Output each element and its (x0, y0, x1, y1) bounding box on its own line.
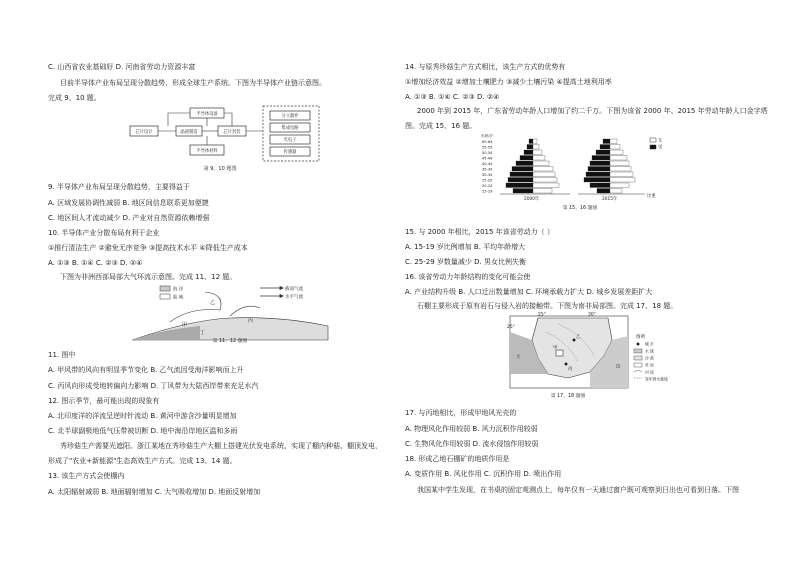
q8-options-cd: C. 山西省农业基础好 D. 河南省劳动力资源丰富 (48, 63, 196, 71)
q15-options-ab: A. 15-19 岁比例增加 B. 平均年龄增大 (405, 243, 526, 251)
q18-stem: 18. 形成乙地石棚矿的地质作用是 (405, 455, 510, 463)
population-pyramid-figure (480, 132, 680, 212)
box-packaging: 芯片封装 (223, 130, 241, 135)
year-2000: 2000年 (524, 197, 540, 202)
semiconductor-chain-figure (128, 104, 333, 174)
fig2-caption: 第 11、12 题图 (212, 339, 248, 344)
lat-25: 25° (507, 325, 515, 330)
q11-options-ab: A. 甲风带的风向有明显季节变化 B. 乙气流因受海洋影响而上升 (48, 366, 244, 374)
age-label: 50-54 (482, 151, 493, 155)
q16-options: A. 产业结构升级 B. 人口迁出数量增加 C. 环境承载力扩大 D. 城乡发展差距扩大 (405, 288, 653, 296)
intro-13-14: 秀珍菇生产需要光遮阳。浙江某地在秀珍菇生产大棚上搭建光伏发电系统，实现了棚内种菇、棚顶发电， (60, 442, 382, 450)
q15-stem: 15. 与 2000 年相比，2015 年该省劳动力（ ） (405, 228, 554, 236)
right-column (405, 0, 785, 566)
q12-options-cd: C. 北半球副极地低气压带被切断 D. 地中海沿岸地区温和多雨 (48, 427, 238, 435)
q15-options-cd: C. 25-29 岁数量减少 D. 男女比例失衡 (405, 258, 526, 266)
map-legend-title: 图例 (636, 335, 645, 340)
q9-options-cd: C. 地区间人才流动减少 D. 产业对自然资源依赖增强 (48, 214, 210, 222)
box-equipment: 半导体设备 (196, 112, 218, 117)
mark-bing: 丙 (248, 318, 254, 324)
q17-options-ab: A. 物理风化作用较弱 B. 风力沉积作用较弱 (405, 425, 538, 433)
q11-stem: 11. 图中 (48, 351, 76, 359)
legend-desert: 沙 漠 (645, 355, 654, 361)
legend-river: 河 流 (645, 369, 654, 375)
q14-items: ①增加经济效益 ②增加土壤肥力 ③减少土壤污染 ④提高土地利用率 (405, 78, 612, 86)
q10-stem: 10. 半导体产业分散布局有利于企业 (48, 229, 160, 237)
age-label: 20-24 (482, 184, 493, 188)
box-discrete: 分立器件 (281, 114, 299, 119)
q12-options-ab: A. 北印度洋的洋流呈逆时针流动 B. 黄河中游含沙量明显增加 (48, 412, 237, 420)
q14-options: A. ①③ B. ①④ C. ②③ D. ②④ (405, 93, 500, 101)
q12-stem: 12. 图示季节，最可能出现的现象有 (48, 397, 160, 405)
fig3-caption: 第 15、16 题图 (562, 206, 598, 211)
age-label: 30-34 (482, 173, 493, 177)
legend-male: 男 (658, 145, 663, 151)
left-column (0, 0, 380, 566)
box-ic: 集成电路 (281, 126, 299, 131)
age-label: 60-64 (482, 140, 493, 144)
lon-25: 25° (538, 312, 546, 318)
mark-da: 大 (516, 355, 521, 360)
legend-ocean: 海 洋 (173, 287, 184, 293)
mark-yi-map: 乙 (576, 335, 581, 340)
q10-options: A. ①③ B. ①④ C. ②③ D. ②④ (48, 259, 143, 267)
intro-15-16-cont: 图。完成 15、16 题。 (405, 122, 477, 130)
q11-options-cd: C. 丙风向形成受地转偏向力影响 D. 丁风带为大陆西岸带来充足水汽 (48, 382, 259, 390)
south-africa-map-figure (508, 312, 683, 402)
legend-city: 城 市 (645, 341, 654, 347)
intro-17-18: 石棚主要形成于原有岩石与侵入岩的接触带。下图为南非局部图。完成 17、18 题。 (417, 302, 678, 310)
age-label: 45-49 (482, 156, 493, 161)
mark-ding: 丁 (200, 330, 206, 336)
lon-30: 30° (588, 312, 596, 318)
mark-yi: 乙 (210, 300, 216, 306)
box-wafer: 晶圆制造 (180, 130, 198, 135)
q13-stem: 13. 该生产方式会使棚内 (48, 472, 125, 480)
age-label: 40-44 (482, 162, 493, 166)
q9-stem: 9. 半导体产业布局呈现分散趋势，主要得益于 (48, 183, 190, 191)
legend-grassland: 草 原 (645, 362, 654, 368)
intro-11-12: 下图为非洲西部局部大气环流示意图。完成 11、12 题。 (60, 273, 237, 281)
intro-13-14-cont: 形成了"农业+新能源"生态高效生产方式。完成 13、14 题。 (48, 457, 237, 465)
legend-water: 水 域 (645, 348, 654, 354)
mark-bing-map: 丙 (568, 367, 573, 372)
intro-9-10: 目前半导体产业布局呈现分散趋势，形成全球生产系统。下图为半导体产业链示意图。 (60, 79, 326, 87)
q13-options: A. 太阳辐射减弱 B. 地面辐射增加 C. 大气吸收增加 D. 地面反射增加 (48, 488, 261, 496)
age-axis-label: 年龄/岁 (481, 134, 493, 138)
legend-horizontal-flow: 水平气流 (285, 295, 303, 300)
legend-land: 陆 地 (173, 295, 184, 301)
year-2015: 2015年 (602, 197, 618, 202)
age-label: 55-59 (482, 145, 493, 150)
age-label: 15-19 (482, 189, 493, 194)
legend-female: 女 (658, 138, 663, 144)
box-chip-design: 芯片设计 (135, 130, 153, 135)
q16-stem: 16. 该省劳动力年龄结构的变化可能会使 (405, 273, 531, 281)
age-label: 25-29 (482, 178, 493, 183)
intro-9-10-cont: 完成 9、10 题。 (48, 94, 101, 102)
legend-section-flow: 截面气流 (285, 287, 303, 292)
q17-options-cd: C. 生物风化作用较弱 D. 流水侵蚀作用较弱 (405, 440, 539, 448)
mark-yin: 印 (616, 365, 621, 370)
box-materials: 半导体材料 (196, 149, 218, 154)
q17-stem: 17. 与丙地相比，形成甲地风光壳的 (405, 409, 517, 417)
circulation-figure (130, 282, 330, 344)
legend-isohyet: 等年降水量线 (645, 376, 668, 382)
box-optoelectronics: 光电子 (283, 138, 297, 143)
q10-items: ①推行清洁生产 ②避免无序竞争 ③提高技术水平 ④降低生产成本 (48, 244, 248, 252)
age-label: 35-39 (482, 167, 493, 172)
mark-jia: 甲 (182, 322, 188, 328)
q9-options-ab: A. 区域发展协调性减弱 B. 地区间信息联系更加便捷 (48, 199, 209, 207)
fig1-caption: 第 9、10 题图 (203, 166, 237, 172)
unit-label: 比重 (647, 194, 656, 199)
q14-stem: 14. 与原秀珍菇生产方式相比，该生产方式的优势有 (405, 63, 566, 71)
fig4-caption: 第 17、18 题图 (550, 394, 586, 399)
intro-15-16: 2000 年到 2015 年，广东省劳动年龄人口增加了约二千万。下图为该省 2000 年、2015 年劳动年龄人口金字塔 (417, 107, 768, 115)
mark-jia-map: 甲 (553, 346, 558, 351)
q18-options: A. 变质作用 B. 风化作用 C. 沉积作用 D. 喷出作用 (405, 470, 562, 478)
intro-19: 我国某中学生发现，在书桌的固定观测点上，每年仅有一天通过窗户既可观察到日出也可看到日落。下图 (417, 486, 739, 494)
box-sensor: 传感器 (283, 150, 297, 155)
